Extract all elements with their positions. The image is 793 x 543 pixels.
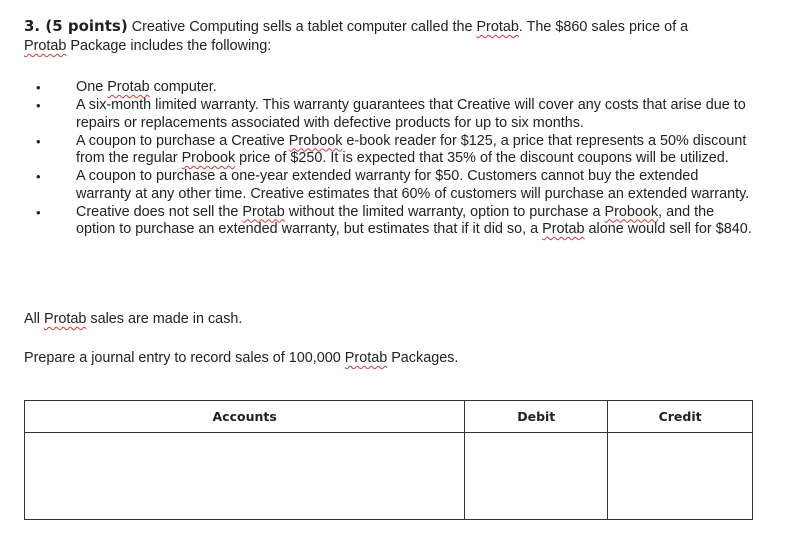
list-item [36, 204, 756, 239]
table-row [25, 433, 753, 520]
intro-text: Creative Computing sells a tablet computer called the [127, 19, 477, 35]
debit-header: Debit [465, 401, 608, 433]
probook-term: Probook [288, 132, 343, 149]
credit-cell[interactable] [608, 433, 753, 520]
item-text: , and the option to purchase an extended warranty, but estimates that if it did so, a [76, 203, 715, 237]
instruction-text: Prepare a journal entry to record sales of 100,000 [24, 350, 345, 366]
intro-text: Package includes the following: [66, 38, 272, 54]
protab-term: Protab [44, 311, 87, 327]
list-item [36, 97, 756, 132]
item-text: A coupon to purchase a Creative [76, 132, 289, 149]
accounts-cell[interactable] [25, 433, 465, 520]
note-text: All [24, 311, 44, 327]
accounts-header: Accounts [25, 401, 465, 433]
item-text: alone would sell for $840. [584, 221, 752, 237]
item-text: A six-month limited warranty. This warranty guarantees that Creative will cover any costs that arise due to repairs or replacements associated with defective products for up to six months. [76, 97, 746, 131]
probook-term: Probook [181, 150, 236, 166]
item-text: e-book reader for $125, a price that represents a 50% discount from the regular [76, 132, 747, 166]
question-number: 3. (5 points) [24, 17, 128, 35]
probook-term: Probook [604, 203, 659, 220]
item-text: without the limited warranty, option to purchase a [284, 203, 605, 220]
note-text: sales are made in cash. [86, 311, 243, 327]
debit-cell[interactable] [465, 433, 608, 520]
protab-term: Protab [344, 350, 388, 366]
protab-term: Protab [107, 79, 150, 95]
protab-term: Protab [24, 38, 67, 54]
item-text: One [76, 79, 108, 95]
instruction-text: Packages. [387, 350, 459, 366]
item-text: Creative does not sell the [76, 203, 243, 220]
question-intro [24, 17, 764, 56]
table-header-row [25, 401, 753, 433]
credit-header: Credit [608, 401, 753, 433]
list-item [36, 133, 756, 168]
intro-text: . The $860 sales price of a [518, 19, 689, 35]
item-text: price of $250. It is expected that 35% of the discount coupons will be utilized. [235, 150, 729, 166]
package-items-list [36, 79, 756, 239]
protab-term: Protab [242, 203, 285, 220]
list-item [36, 168, 756, 203]
item-text: A coupon to purchase a one-year extended warranty for $50. Customers cannot buy the extended warranty at any other time. Creative estimates that 60% of customers will purchase an extended warranty. [76, 168, 750, 202]
list-item [36, 79, 756, 97]
protab-term: Protab [476, 19, 519, 35]
item-text: computer. [149, 79, 217, 95]
protab-term: Protab [542, 221, 585, 237]
instruction [24, 349, 458, 367]
journal-entry-table [24, 400, 753, 520]
cash-sales-note [24, 310, 242, 328]
